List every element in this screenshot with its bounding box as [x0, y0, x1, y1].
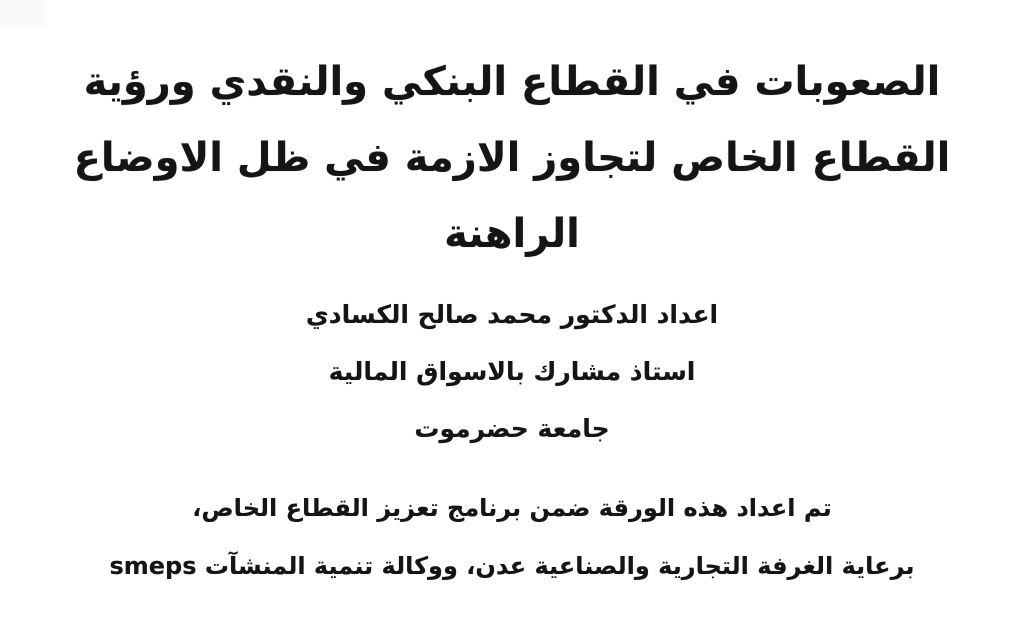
title-line-2: القطاع الخاص لتجاوز الازمة في ظل الاوضاع	[73, 135, 951, 181]
note-line-1: تم اعداد هذه الورقة ضمن برنامج تعزيز القطاع الخاص،	[192, 494, 832, 522]
author-name: اعداد الدكتور محمد صالح الكسادي	[305, 300, 719, 329]
title-line-1: الصعوبات في القطاع البنكي والنقدي ورؤية	[83, 59, 941, 105]
author-position: استاذ مشارك بالاسواق المالية	[328, 357, 696, 386]
scan-artifact	[0, 0, 46, 27]
sponsorship-note	[0, 479, 1024, 595]
author-university: جامعة حضرموت	[414, 414, 610, 443]
author-block	[0, 286, 1024, 457]
title-line-3: الراهنة	[444, 211, 580, 257]
paper-title	[0, 0, 1024, 272]
note-line-2: برعاية الغرفة التجارية والصناعية عدن، ووكالة تنمية المنشآت smeps	[109, 552, 915, 580]
